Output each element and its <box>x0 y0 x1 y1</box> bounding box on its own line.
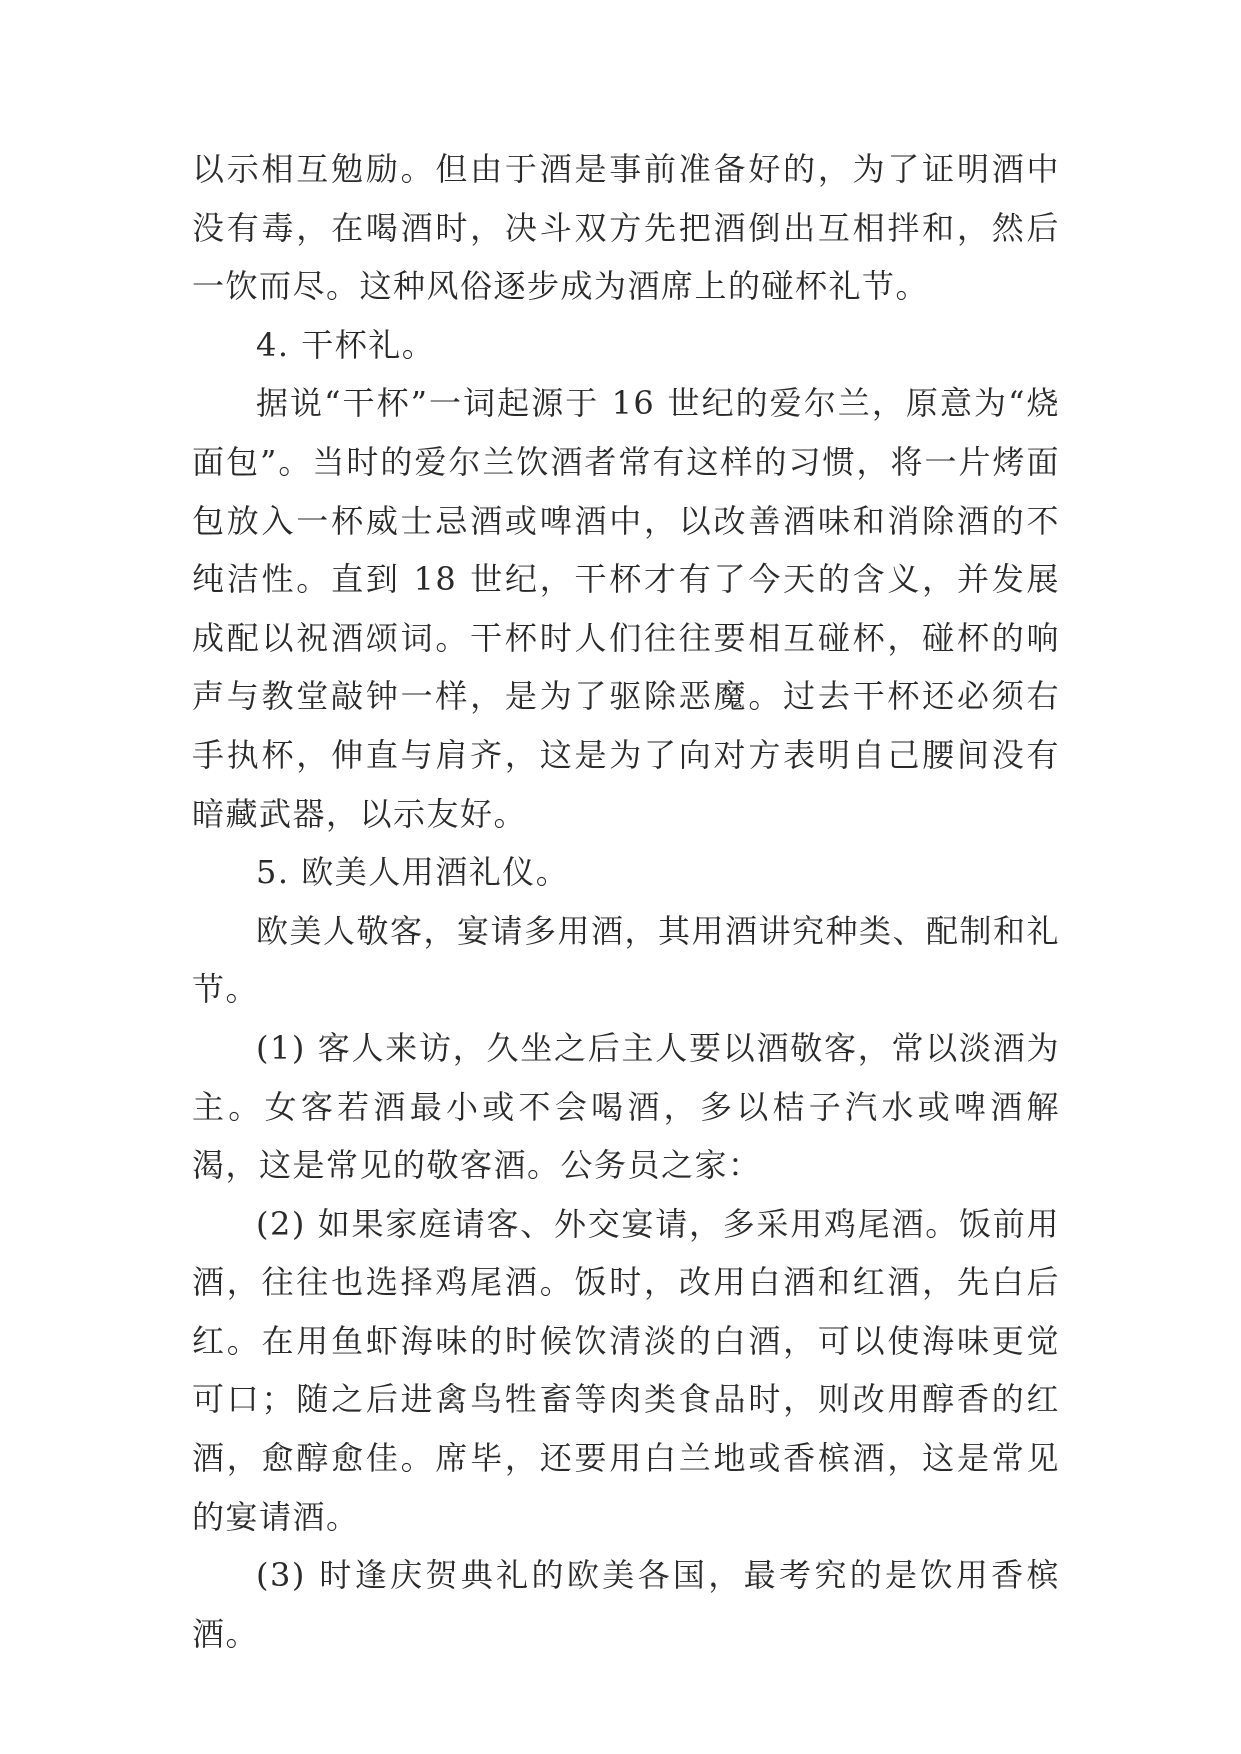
heading-western-drinking-etiquette: 5. 欧美人用酒礼仪。 <box>256 853 570 892</box>
heading-ganbei-etiquette: 4. 干杯礼。 <box>256 325 436 364</box>
paragraph-western-banquet: 欧美人敬客，宴请多用酒，其用酒讲究种类、配制和礼节。 <box>192 911 1061 1009</box>
paragraph-item-3-celebration: (3) 时逢庆贺典礼的欧美各国，最考究的是饮用香槟酒。 <box>192 1556 1060 1653</box>
paragraph-item-2-banquet: (2) 如果家庭请客、外交宴请，多采用鸡尾酒。饭前用酒，往往也选择鸡尾酒。饭时，改用白酒和红酒，先白后红。在用鱼虾海味的时候饮清淡的白酒，可以使海味更觉可口；随之后进禽鸟牲畜等肉类食品时，则改用醇香的红酒，愈醇愈佳。席毕，还要用白兰地或香槟酒，这是常见的宴请酒。 <box>192 1204 1060 1536</box>
paragraph-ganbei-origin: 据说“干杯”一词起源于 16 世纪的爱尔兰，原意为“烧面包”。当时的爱尔兰饮酒者常有这样的习惯，将一片烤面包放入一杯威士忌酒或啤酒中，以改善酒味和消除酒的不纯洁性。直到 18 世纪，干杯才有了今天的含义，并发展成配以祝酒颂词。干杯时人们往往要相互碰杯，碰杯的响声与教堂敲钟一样，是为了驱除恶魔。过去干杯还必须右手执杯，伸直与肩齐，这是为了向对方表明自己腰间没有暗藏武器，以示友好。 <box>192 384 1060 833</box>
paragraph-item-1-guest-visit: (1) 客人来访，久坐之后主人要以酒敬客，常以淡酒为主。女客若酒最小或不会喝酒，多以桔子汽水或啤酒解渴，这是常见的敬客酒。公务员之家： <box>192 1028 1060 1185</box>
document-body <box>192 140 1060 1663</box>
paragraph-toast-custom-ending: 以示相互勉励。但由于酒是事前准备好的，为了证明酒中没有毒，在喝酒时，决斗双方先把酒倒出互相拌和，然后一饮而尽。这种风俗逐步成为酒席上的碰杯礼节。 <box>192 150 1060 306</box>
